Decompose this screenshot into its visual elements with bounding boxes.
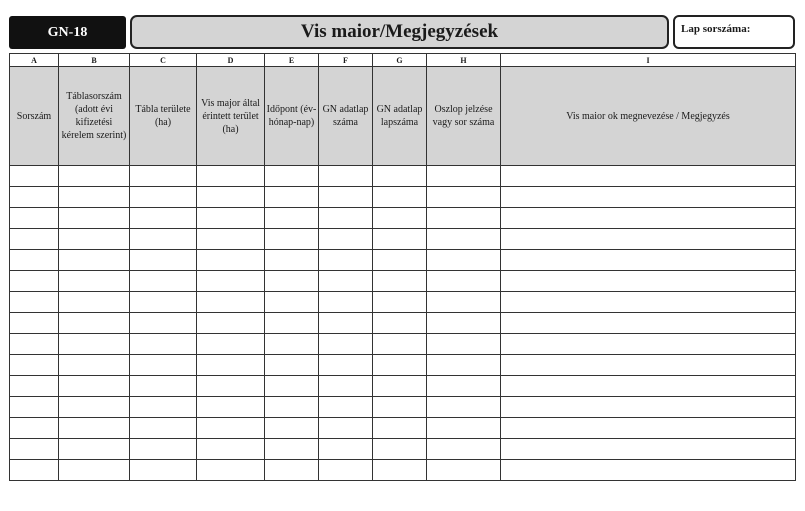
- table-cell[interactable]: [373, 334, 427, 355]
- table-cell[interactable]: [10, 292, 59, 313]
- table-cell[interactable]: [501, 334, 796, 355]
- table-cell[interactable]: [373, 208, 427, 229]
- column-letter: A: [10, 54, 59, 67]
- form-code: GN-18: [47, 24, 88, 40]
- table-cell[interactable]: [427, 460, 501, 481]
- table-cell[interactable]: [265, 376, 319, 397]
- column-letter: B: [59, 54, 130, 67]
- table-cell[interactable]: [130, 355, 197, 376]
- table-cell[interactable]: [427, 292, 501, 313]
- column-header: Sorszám: [10, 67, 59, 166]
- table-cell[interactable]: [427, 418, 501, 439]
- table-cell[interactable]: [501, 355, 796, 376]
- table-cell[interactable]: [59, 355, 130, 376]
- table-cell[interactable]: [59, 418, 130, 439]
- table-cell[interactable]: [130, 439, 197, 460]
- table-cell[interactable]: [427, 376, 501, 397]
- table-row: [10, 439, 796, 460]
- table-cell[interactable]: [130, 334, 197, 355]
- page-number-label: Lap sorszáma:: [681, 23, 751, 35]
- table-cell[interactable]: [319, 208, 373, 229]
- table-cell[interactable]: [373, 355, 427, 376]
- table-cell[interactable]: [319, 397, 373, 418]
- table-cell[interactable]: [59, 166, 130, 187]
- table-cell[interactable]: [10, 334, 59, 355]
- table-cell[interactable]: [10, 439, 59, 460]
- table-row: [10, 355, 796, 376]
- table-row: [10, 418, 796, 439]
- table-cell[interactable]: [265, 313, 319, 334]
- table-cell[interactable]: [501, 460, 796, 481]
- table-cell[interactable]: [265, 460, 319, 481]
- table-cell[interactable]: [265, 208, 319, 229]
- table-cell[interactable]: [10, 229, 59, 250]
- table-cell[interactable]: [265, 271, 319, 292]
- table-cell[interactable]: [427, 355, 501, 376]
- table-cell[interactable]: [501, 376, 796, 397]
- table-row: [10, 460, 796, 481]
- table-cell[interactable]: [59, 229, 130, 250]
- table-cell[interactable]: [59, 313, 130, 334]
- table-cell[interactable]: [130, 250, 197, 271]
- table-row: [10, 334, 796, 355]
- table-cell[interactable]: [130, 460, 197, 481]
- table-cell[interactable]: [373, 292, 427, 313]
- table-cell[interactable]: [373, 166, 427, 187]
- table-cell[interactable]: [319, 250, 373, 271]
- table-cell[interactable]: [501, 271, 796, 292]
- table-cell[interactable]: [265, 292, 319, 313]
- table-cell[interactable]: [10, 187, 59, 208]
- table-cell[interactable]: [373, 250, 427, 271]
- table-cell[interactable]: [197, 250, 265, 271]
- table-cell[interactable]: [319, 334, 373, 355]
- table-cell[interactable]: [373, 376, 427, 397]
- column-header: GN adatlap száma: [319, 67, 373, 166]
- table-cell[interactable]: [10, 397, 59, 418]
- table-cell[interactable]: [501, 208, 796, 229]
- table-cell[interactable]: [501, 166, 796, 187]
- table-cell[interactable]: [427, 313, 501, 334]
- column-header-row: [10, 67, 796, 166]
- table-cell[interactable]: [427, 397, 501, 418]
- table-cell[interactable]: [130, 208, 197, 229]
- table-cell[interactable]: [319, 439, 373, 460]
- table-cell[interactable]: [319, 166, 373, 187]
- table-row: [10, 397, 796, 418]
- table-cell[interactable]: [197, 271, 265, 292]
- table-cell[interactable]: [10, 355, 59, 376]
- table-cell[interactable]: [265, 250, 319, 271]
- table-cell[interactable]: [130, 292, 197, 313]
- table-cell[interactable]: [130, 166, 197, 187]
- table-cell[interactable]: [59, 271, 130, 292]
- table-cell[interactable]: [265, 439, 319, 460]
- column-header: Vis maior ok megnevezése / Megjegyzés: [501, 67, 796, 166]
- table-cell[interactable]: [319, 418, 373, 439]
- table-cell[interactable]: [373, 418, 427, 439]
- table-cell[interactable]: [59, 439, 130, 460]
- column-letter: E: [265, 54, 319, 67]
- form-title: Vis maior/Megjegyzések: [300, 21, 499, 42]
- table-cell[interactable]: [197, 418, 265, 439]
- table-cell[interactable]: [319, 355, 373, 376]
- table-cell[interactable]: [59, 250, 130, 271]
- table-cell[interactable]: [319, 271, 373, 292]
- table-cell[interactable]: [373, 229, 427, 250]
- table-cell[interactable]: [427, 250, 501, 271]
- table-cell[interactable]: [427, 334, 501, 355]
- table-cell[interactable]: [197, 334, 265, 355]
- table-row: [10, 250, 796, 271]
- table-cell[interactable]: [373, 397, 427, 418]
- table-row: [10, 166, 796, 187]
- table-cell[interactable]: [373, 439, 427, 460]
- table-cell[interactable]: [265, 187, 319, 208]
- table-cell[interactable]: [197, 292, 265, 313]
- table-cell[interactable]: [265, 334, 319, 355]
- column-letter: F: [319, 54, 373, 67]
- table-cell[interactable]: [501, 229, 796, 250]
- table-cell[interactable]: [197, 355, 265, 376]
- table-cell[interactable]: [501, 187, 796, 208]
- table-cell[interactable]: [130, 187, 197, 208]
- table-cell[interactable]: [265, 418, 319, 439]
- table-cell[interactable]: [427, 166, 501, 187]
- table-cell[interactable]: [10, 166, 59, 187]
- table-cell[interactable]: [197, 376, 265, 397]
- table-row: [10, 208, 796, 229]
- form-title-box: [130, 15, 669, 49]
- table-cell[interactable]: [197, 229, 265, 250]
- column-header: Vis major által érintett terület (ha): [197, 67, 265, 166]
- table-body: [10, 166, 796, 481]
- column-header: Táblasorszám (adott évi kifizetési kérelem szerint): [59, 67, 130, 166]
- table-cell[interactable]: [319, 313, 373, 334]
- page-number-box[interactable]: [673, 15, 795, 49]
- column-letter: H: [427, 54, 501, 67]
- table-cell[interactable]: [10, 313, 59, 334]
- column-letter: G: [373, 54, 427, 67]
- table-cell[interactable]: [501, 292, 796, 313]
- column-letter: I: [501, 54, 796, 67]
- table-row: [10, 271, 796, 292]
- table-cell[interactable]: [427, 229, 501, 250]
- table-cell[interactable]: [130, 376, 197, 397]
- column-header: Időpont (év-hónap-nap): [265, 67, 319, 166]
- table-row: [10, 313, 796, 334]
- table-cell[interactable]: [373, 187, 427, 208]
- table-cell[interactable]: [59, 460, 130, 481]
- table-row: [10, 187, 796, 208]
- table-cell[interactable]: [427, 208, 501, 229]
- column-header: GN adatlap lapszáma: [373, 67, 427, 166]
- table-cell[interactable]: [319, 292, 373, 313]
- table-cell[interactable]: [59, 208, 130, 229]
- form-header: [0, 0, 805, 50]
- table-cell[interactable]: [197, 460, 265, 481]
- table-cell[interactable]: [10, 418, 59, 439]
- table-cell[interactable]: [319, 229, 373, 250]
- table-cell[interactable]: [59, 292, 130, 313]
- table-cell[interactable]: [501, 418, 796, 439]
- table-cell[interactable]: [130, 418, 197, 439]
- table-cell[interactable]: [265, 229, 319, 250]
- table-cell[interactable]: [10, 460, 59, 481]
- table-cell[interactable]: [59, 334, 130, 355]
- table-cell[interactable]: [501, 313, 796, 334]
- table-cell[interactable]: [319, 187, 373, 208]
- table-cell[interactable]: [59, 187, 130, 208]
- table-cell[interactable]: [427, 187, 501, 208]
- table-row: [10, 229, 796, 250]
- table-cell[interactable]: [373, 313, 427, 334]
- table-cell[interactable]: [265, 166, 319, 187]
- table-cell[interactable]: [10, 250, 59, 271]
- table-cell[interactable]: [197, 397, 265, 418]
- table-cell[interactable]: [197, 208, 265, 229]
- table-cell[interactable]: [319, 376, 373, 397]
- table-cell[interactable]: [10, 208, 59, 229]
- table-cell[interactable]: [59, 376, 130, 397]
- table-cell[interactable]: [197, 166, 265, 187]
- column-letter: C: [130, 54, 197, 67]
- form-code-badge: [9, 16, 126, 49]
- table-cell[interactable]: [10, 376, 59, 397]
- table-cell[interactable]: [197, 439, 265, 460]
- table-cell[interactable]: [265, 355, 319, 376]
- table-cell[interactable]: [10, 271, 59, 292]
- table-cell[interactable]: [130, 271, 197, 292]
- table-cell[interactable]: [130, 229, 197, 250]
- table-cell[interactable]: [59, 397, 130, 418]
- table-cell[interactable]: [319, 460, 373, 481]
- table-cell[interactable]: [501, 250, 796, 271]
- vis-maior-table: [9, 53, 796, 481]
- column-header: Tábla területe (ha): [130, 67, 197, 166]
- table-cell[interactable]: [197, 313, 265, 334]
- table-cell[interactable]: [373, 460, 427, 481]
- column-header: Oszlop jelzése vagy sor száma: [427, 67, 501, 166]
- table-cell[interactable]: [130, 313, 197, 334]
- column-letter-row: [10, 54, 796, 67]
- column-letter: D: [197, 54, 265, 67]
- table-cell[interactable]: [427, 271, 501, 292]
- table-cell[interactable]: [501, 397, 796, 418]
- table-cell[interactable]: [427, 439, 501, 460]
- table-cell[interactable]: [373, 271, 427, 292]
- table-row: [10, 376, 796, 397]
- table-cell[interactable]: [501, 439, 796, 460]
- table-row: [10, 292, 796, 313]
- table-cell[interactable]: [197, 187, 265, 208]
- table-cell[interactable]: [130, 397, 197, 418]
- table-cell[interactable]: [265, 397, 319, 418]
